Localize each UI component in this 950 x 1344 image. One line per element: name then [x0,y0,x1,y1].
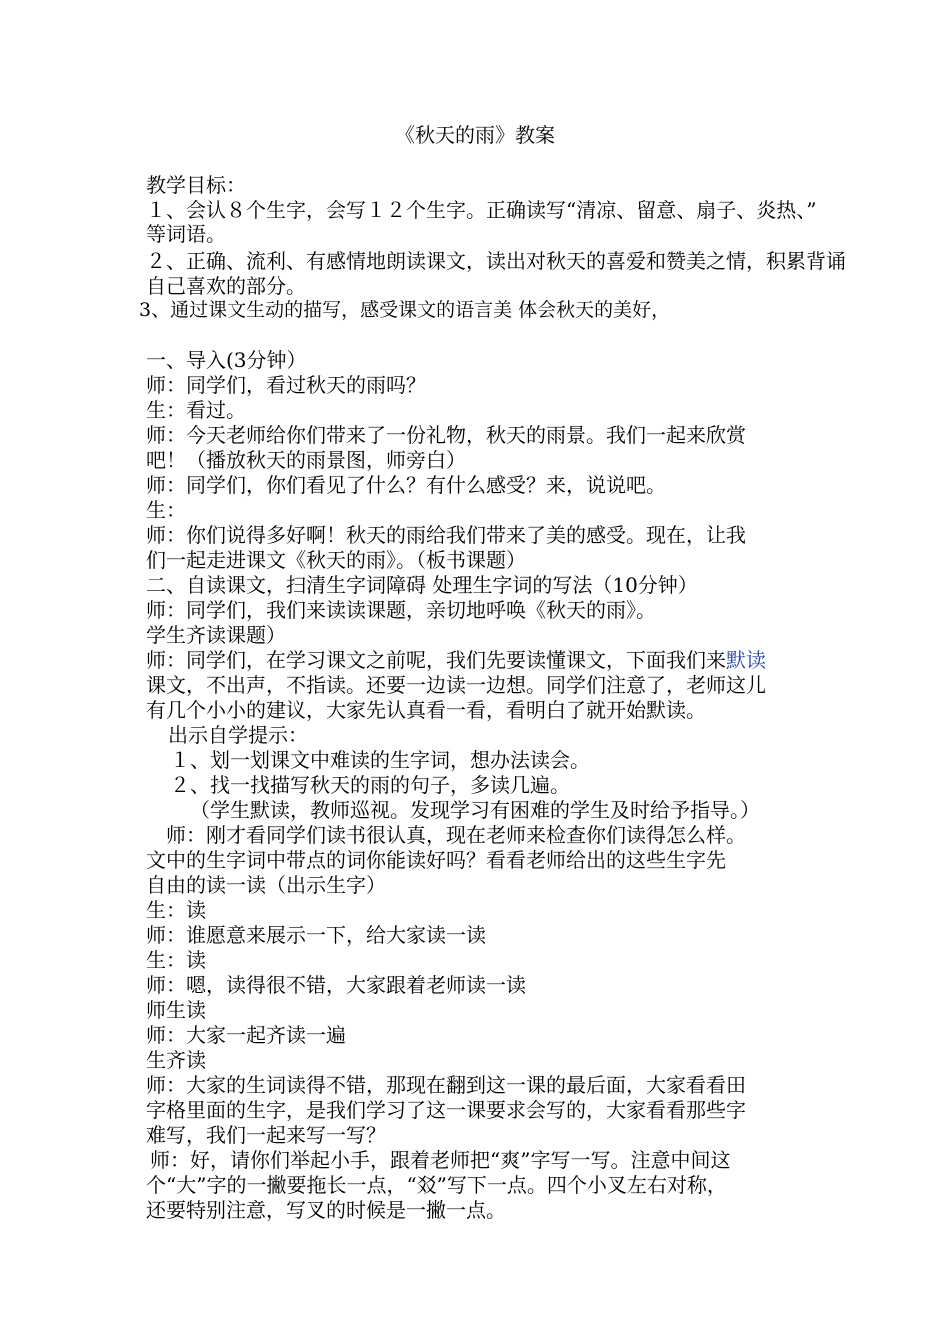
paragraph-line: 生：读 [146,898,206,922]
paragraph-line: 师生读 [146,998,206,1022]
paragraph-line: （学生默读，教师巡视。发现学习有困难的学生及时给予指导。） [190,798,760,822]
hint-item: ２、找一找描写秋天的雨的句子，多读几遍。 [170,773,570,797]
paragraph-line: 字格里面的生字，是我们学习了这一课要求会写的，大家看看那些字 [146,1098,746,1122]
paragraph-line: 师：同学们，你们看见了什么？有什么感受？来，说说吧。 [146,473,666,497]
paragraph-line: 生齐读 [146,1048,206,1072]
paragraph-line: 出示自学提示： [168,723,308,747]
objective-3: 3、通过课文生动的描写，感受课文的语言美 体会秋天的美好， [139,299,671,321]
paragraph-line: 难写，我们一起来写一写？ [146,1123,386,1147]
paragraph-line: 生：看过。 [146,398,246,422]
objective-2-line-1: ２、正确、流利、有感情地朗读课文，读出对秋天的喜爱和赞美之情，积累背诵 [146,249,846,273]
paragraph-line: 师：今天老师给你们带来了一份礼物，秋天的雨景。我们一起来欣赏 [146,423,746,447]
paragraph-line: 师：好，请你们举起小手，跟着老师把“爽”字写一写。注意中间这 [150,1148,731,1172]
paragraph-line: 师：你们说得多好啊！秋天的雨给我们带来了美的感受。现在，让我 [146,523,746,547]
document-title: 《秋天的雨》教案 [395,123,555,147]
objective-1-line-1: １、会认８个生字，会写１２个生字。正确读写“清凉、留意、扇子、炎热、” [146,198,817,222]
paragraph-line: 师：同学们，我们来读读课题，亲切地呼唤《秋天的雨》。 [146,598,656,622]
paragraph-line: 师：大家一起齐读一遍 [146,1023,346,1047]
paragraph-line: 师：同学们，看过秋天的雨吗？ [146,373,426,397]
paragraph-line: 学生齐读课题） [146,623,286,647]
paragraph-line: 们一起走进课文《秋天的雨》。（板书课题） [146,548,526,572]
objectives-heading: 教学目标： [146,173,246,197]
paragraph-line [146,648,766,672]
paragraph-line: 文中的生字词中带点的词你能读好吗？看看老师给出的这些生字先 [146,848,726,872]
paragraph-line: 吧！（播放秋天的雨景图，师旁白） [146,448,466,472]
paragraph-line: 师：嗯，读得很不错，大家跟着老师读一读 [146,973,526,997]
section-2-heading: 二、自读课文，扫清生字词障碍 处理生字词的写法（10分钟） [146,573,698,597]
paragraph-line: 师：大家的生词读得不错，那现在翻到这一课的最后面，大家看看田 [146,1073,746,1097]
paragraph-line: 有几个小小的建议，大家先认真看一看，看明白了就开始默读。 [146,698,706,722]
paragraph-line: 自由的读一读（出示生字） [146,873,386,897]
paragraph-line: 生： [146,498,186,522]
objective-2-line-2: 自己喜欢的部分。 [146,274,306,298]
paragraph-line: 个“大”字的一撇要拖长一点，“㸚”写下一点。四个小叉左右对称， [146,1173,727,1197]
highlighted-term: 默读 [726,648,766,672]
paragraph-line: 师：谁愿意来展示一下，给大家读一读 [146,923,486,947]
section-1-heading: 一、导入(3分钟） [146,348,307,372]
paragraph-line: 还要特别注意，写叉的时候是一撇一点。 [146,1198,506,1222]
paragraph-text: 师：同学们，在学习课文之前呢，我们先要读懂课文，下面我们来 [146,648,726,672]
paragraph-line: 师：刚才看同学们读书很认真，现在老师来检查你们读得怎么样。 [166,823,746,847]
paragraph-line: 生：读 [146,948,206,972]
objective-1-line-2: 等词语。 [146,222,226,246]
paragraph-line: 课文，不出声，不指读。还要一边读一边想。同学们注意了，老师这儿 [146,673,766,697]
hint-item: １、划一划课文中难读的生字词，想办法读会。 [170,748,590,772]
